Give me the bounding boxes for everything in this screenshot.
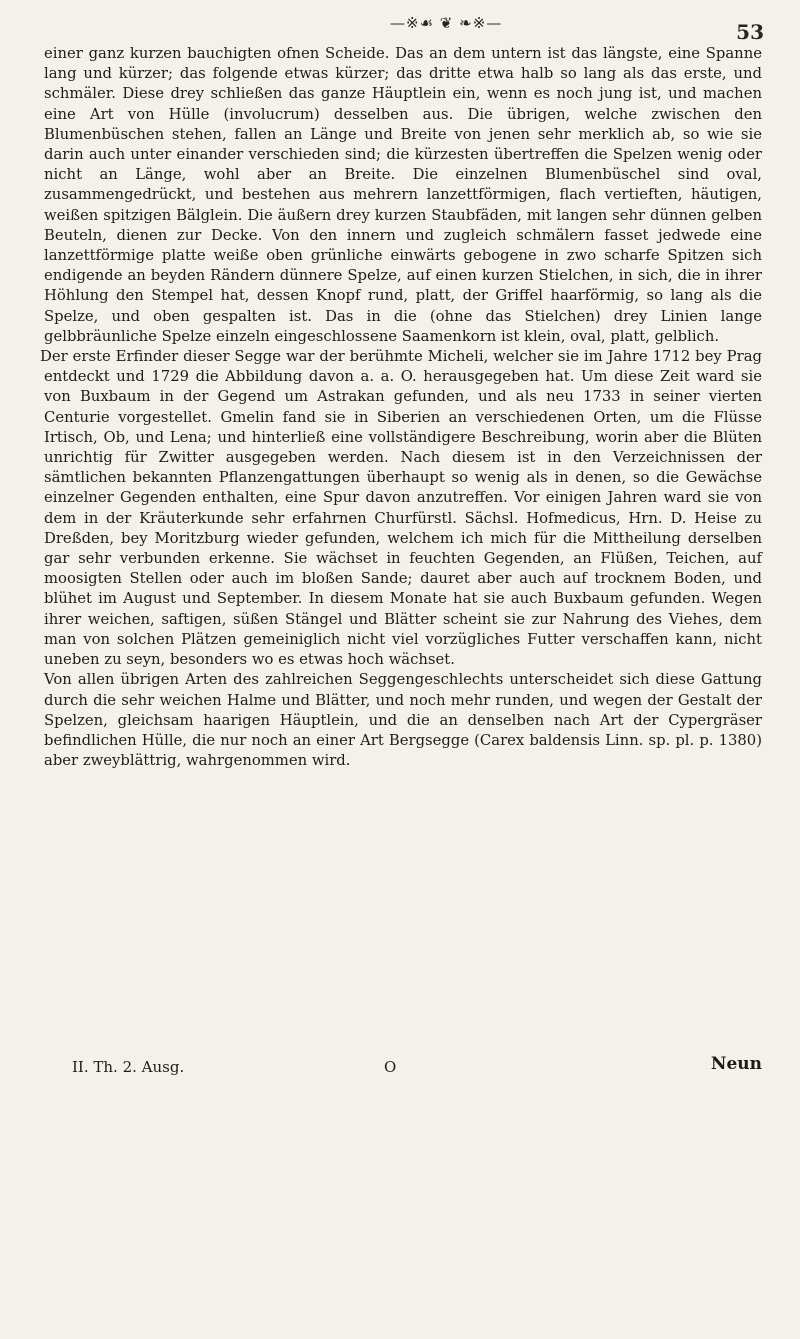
paragraph-history: Der erste Erfinder dieser Segge war der berühmte Micheli, welcher sie im Jahre 1712 bey Prag entdeckt und 1729 die Abbildung davon a. a. O. herausgegeben hat. Um diese Zeit ward sie von Buxbaum in der Gegend um Astrakan gefunden, und als neu 1733 in seiner vierten Centurie vorgestellet. Gmelin fand sie in Siberien an verschiedenen Orten, um die Flüsse Irtisch, Ob, und Lena; und hinterließ eine vollständigere Beschreibung, worin aber die Blüten unrichtig für Zwitter ausgegeben werden. Nach diesem ist in den Verzeichnissen der sämtlichen bekannten Pflanzengattungen überhaupt so wenig als in denen, so die Gewächse einzelner Gegenden enthalten, eine Spur davon anzutreffen. Vor einigen Jahren ward sie von dem in der Kräuterkunde sehr erfahrnen Churfürstl. Sächsl. Hofmedicus, Hrn. D. Heise zu Dreßden, bey Moritzburg wieder gefunden, welchem ich mich für die Mittheilung derselben gar sehr verbunden erkenne. Sie wächset in feuchten Gegenden, an Flüßen, Teichen, auf moosigten Stellen oder auch im bloßen Sande; dauret aber auch auf trocknem Boden, und blühet im August und September. In diesem Monate hat sie auch Buxbaum gefunden. Wegen ihrer weichen, saftigen, süßen Stängel und Blätter scheint sie zur Nahrung des Viehes, dem man von solchen Plätzen gemeiniglich nicht viel vorzügliches Futter verschaffen kann, nicht uneben zu seyn, besonders wo es etwas hoch wächset. (40, 348, 762, 669)
volume-signature: II. Th. 2. Ausg. (72, 1058, 185, 1076)
header-ornament: —※☙ ❦ ❧※— (390, 14, 503, 32)
page-header (0, 8, 800, 44)
text-body (40, 44, 762, 771)
catchword: Neun (710, 1054, 762, 1074)
page-footer (44, 1048, 762, 1078)
paragraph-distinction: Von allen übrigen Arten des zahlreichen Seggengeschlechts unterscheidet sich diese Gattung durch die sehr weichen Halme und Blätter, und noch mehr runden, und wegen der Gestalt der Spelzen, gleichsam haarigen Häuptlein, und die an denselben nach Art der Cypergräser befindlichen Hülle, die nur noch an einer Art Bergsegge (Carex baldensis Linn. sp. pl. p. 1380) aber zweyblättrig, wahrgenommen wird. (44, 671, 762, 770)
sheet-signature: O (384, 1058, 397, 1076)
page-number: 53 (736, 20, 764, 44)
paragraph-description: einer ganz kurzen bauchigten ofnen Scheide. Das an dem untern ist das längste, eine Spanne lang und kürzer; das folgende etwas kürzer; das dritte etwa halb so lang als das erste, und schmäler. Diese drey schließen das ganze Häuptlein ein, wenn es noch jung ist, und machen eine Art von Hülle (involucrum) desselben aus. Die übrigen, welche zwischen den Blumenbüschen stehen, fallen an Länge und Breite von jenen sehr merklich ab, so wie sie darin auch unter einander verschieden sind; die kürzesten übertreffen die Spelzen wenig oder nicht an Länge, wohl aber an Breite. Die einzelnen Blumenbüschel sind oval, zusammengedrückt, und bestehen aus mehrern lanzettförmigen, flach vertieften, häutigen, weißen spitzigen Bälglein. Die äußern drey kurzen Staubfäden, mit langen sehr dünnen gelben Beuteln, dienen zur Decke. Von den innern und zugleich schmälern fasset jedwede eine lanzettförmige platte weiße oben grünliche einwärts gebogene in zwo scharfe Spitzen sich endigende an beyden Rändern dünnere Spelze, auf einen kurzen Stielchen, in sich, die in ihrer Höhlung den Stempel hat, dessen Knopf rund, platt, der Griffel haarförmig, so lang als die Spelze, und oben gespalten ist. Das in die (ohne das Stielchen) drey Linien lange gelbbräunliche Spelze einzeln eingeschlossene Saamenkorn ist klein, oval, platt, gelblich. (44, 45, 762, 345)
